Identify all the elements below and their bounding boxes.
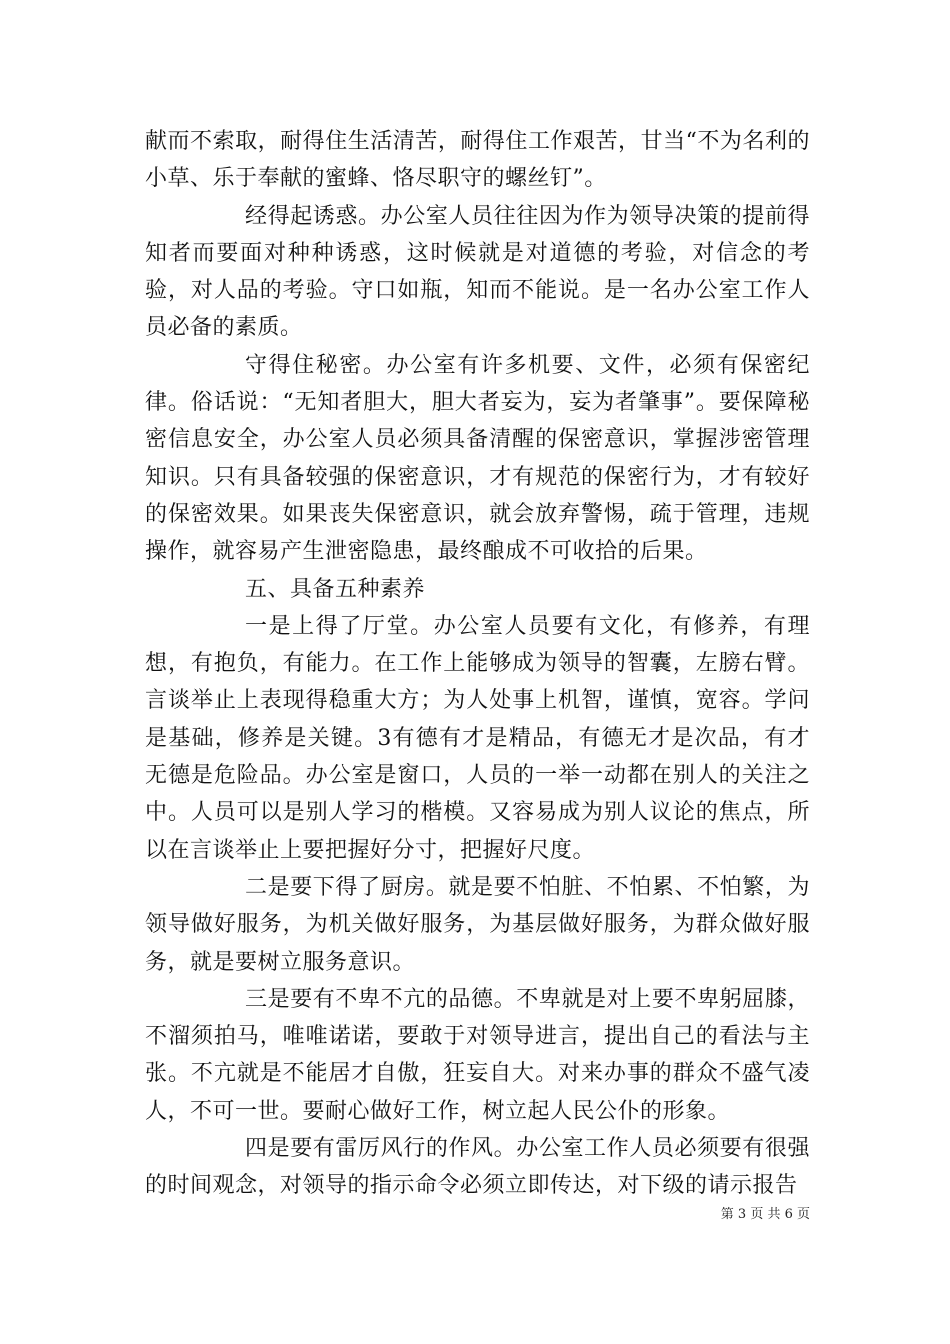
- page-number-footer: 第 3 页 共 6 页: [720, 1207, 810, 1222]
- paragraph-style: 四是要有雷厉风行的作风。办公室工作人员必须要有很强的时间观念，对领导的指示命令必须立即传达，对下级的请示报告: [145, 1136, 810, 1199]
- paragraph-continuation: 献而不索取，耐得住生活清苦，耐得住工作艰苦，甘当“不为名利的小草、乐于奉献的蜜蜂、恪尽职守的螺丝钉”。: [145, 129, 810, 192]
- paragraph-secrecy: 守得住秘密。办公室有许多机要、文件，必须有保密纪律。俗话说：“无知者胆大，胆大者妄为，妄为者肇事”。要保障秘密信息安全，办公室人员必须具备清醒的保密意识，掌握涉密管理知识。只有具备较强的保密意识，才有规范的保密行为，才有较好的保密效果。如果丧失保密意识，就会放弃警惕，疏于管理，违规操作，就容易产生泄密隐患，最终酿成不可收拾的后果。: [145, 352, 810, 565]
- section-heading: 五、具备五种素养: [245, 576, 426, 602]
- paragraph-temptation: 经得起诱惑。办公室人员往往因为作为领导决策的提前得知者而要面对种种诱惑，这时候就是对道德的考验，对信念的考验，对人品的考验。守口如瓶，知而不能说。是一名办公室工作人员必备的素质。: [145, 203, 810, 341]
- document-body: [145, 123, 810, 1205]
- paragraph-kitchen: 二是要下得了厨房。就是要不怕脏、不怕累、不怕繁，为领导做好服务，为机关做好服务，为基层做好服务，为群众做好服务，就是要树立服务意识。: [145, 874, 810, 975]
- paragraph-character: 三是要有不卑不亢的品德。不卑就是对上要不卑躬屈膝，不溜须拍马，唯唯诺诺，要敢于对领导进言，提出自己的看法与主张。不亢就是不能居才自傲，狂妄自大。对来办事的群众不盛气凌人，不可一世。要耐心做好工作，树立起人民公仆的形象。: [145, 986, 810, 1124]
- paragraph-hall: 一是上得了厅堂。办公室人员要有文化，有修养，有理想，有抱负，有能力。在工作上能够成为领导的智囊，左膀右臂。言谈举止上表现得稳重大方；为人处事上机智，谨慎，宽容。学问是基础，修养是关键。3有德有才是精品，有德无才是次品，有才无德是危险品。办公室是窗口，人员的一举一动都在别人的关注之中。人员可以是别人学习的楷模。又容易成为别人议论的焦点，所以在言谈举止上要把握好分寸，把握好尺度。: [145, 613, 810, 863]
